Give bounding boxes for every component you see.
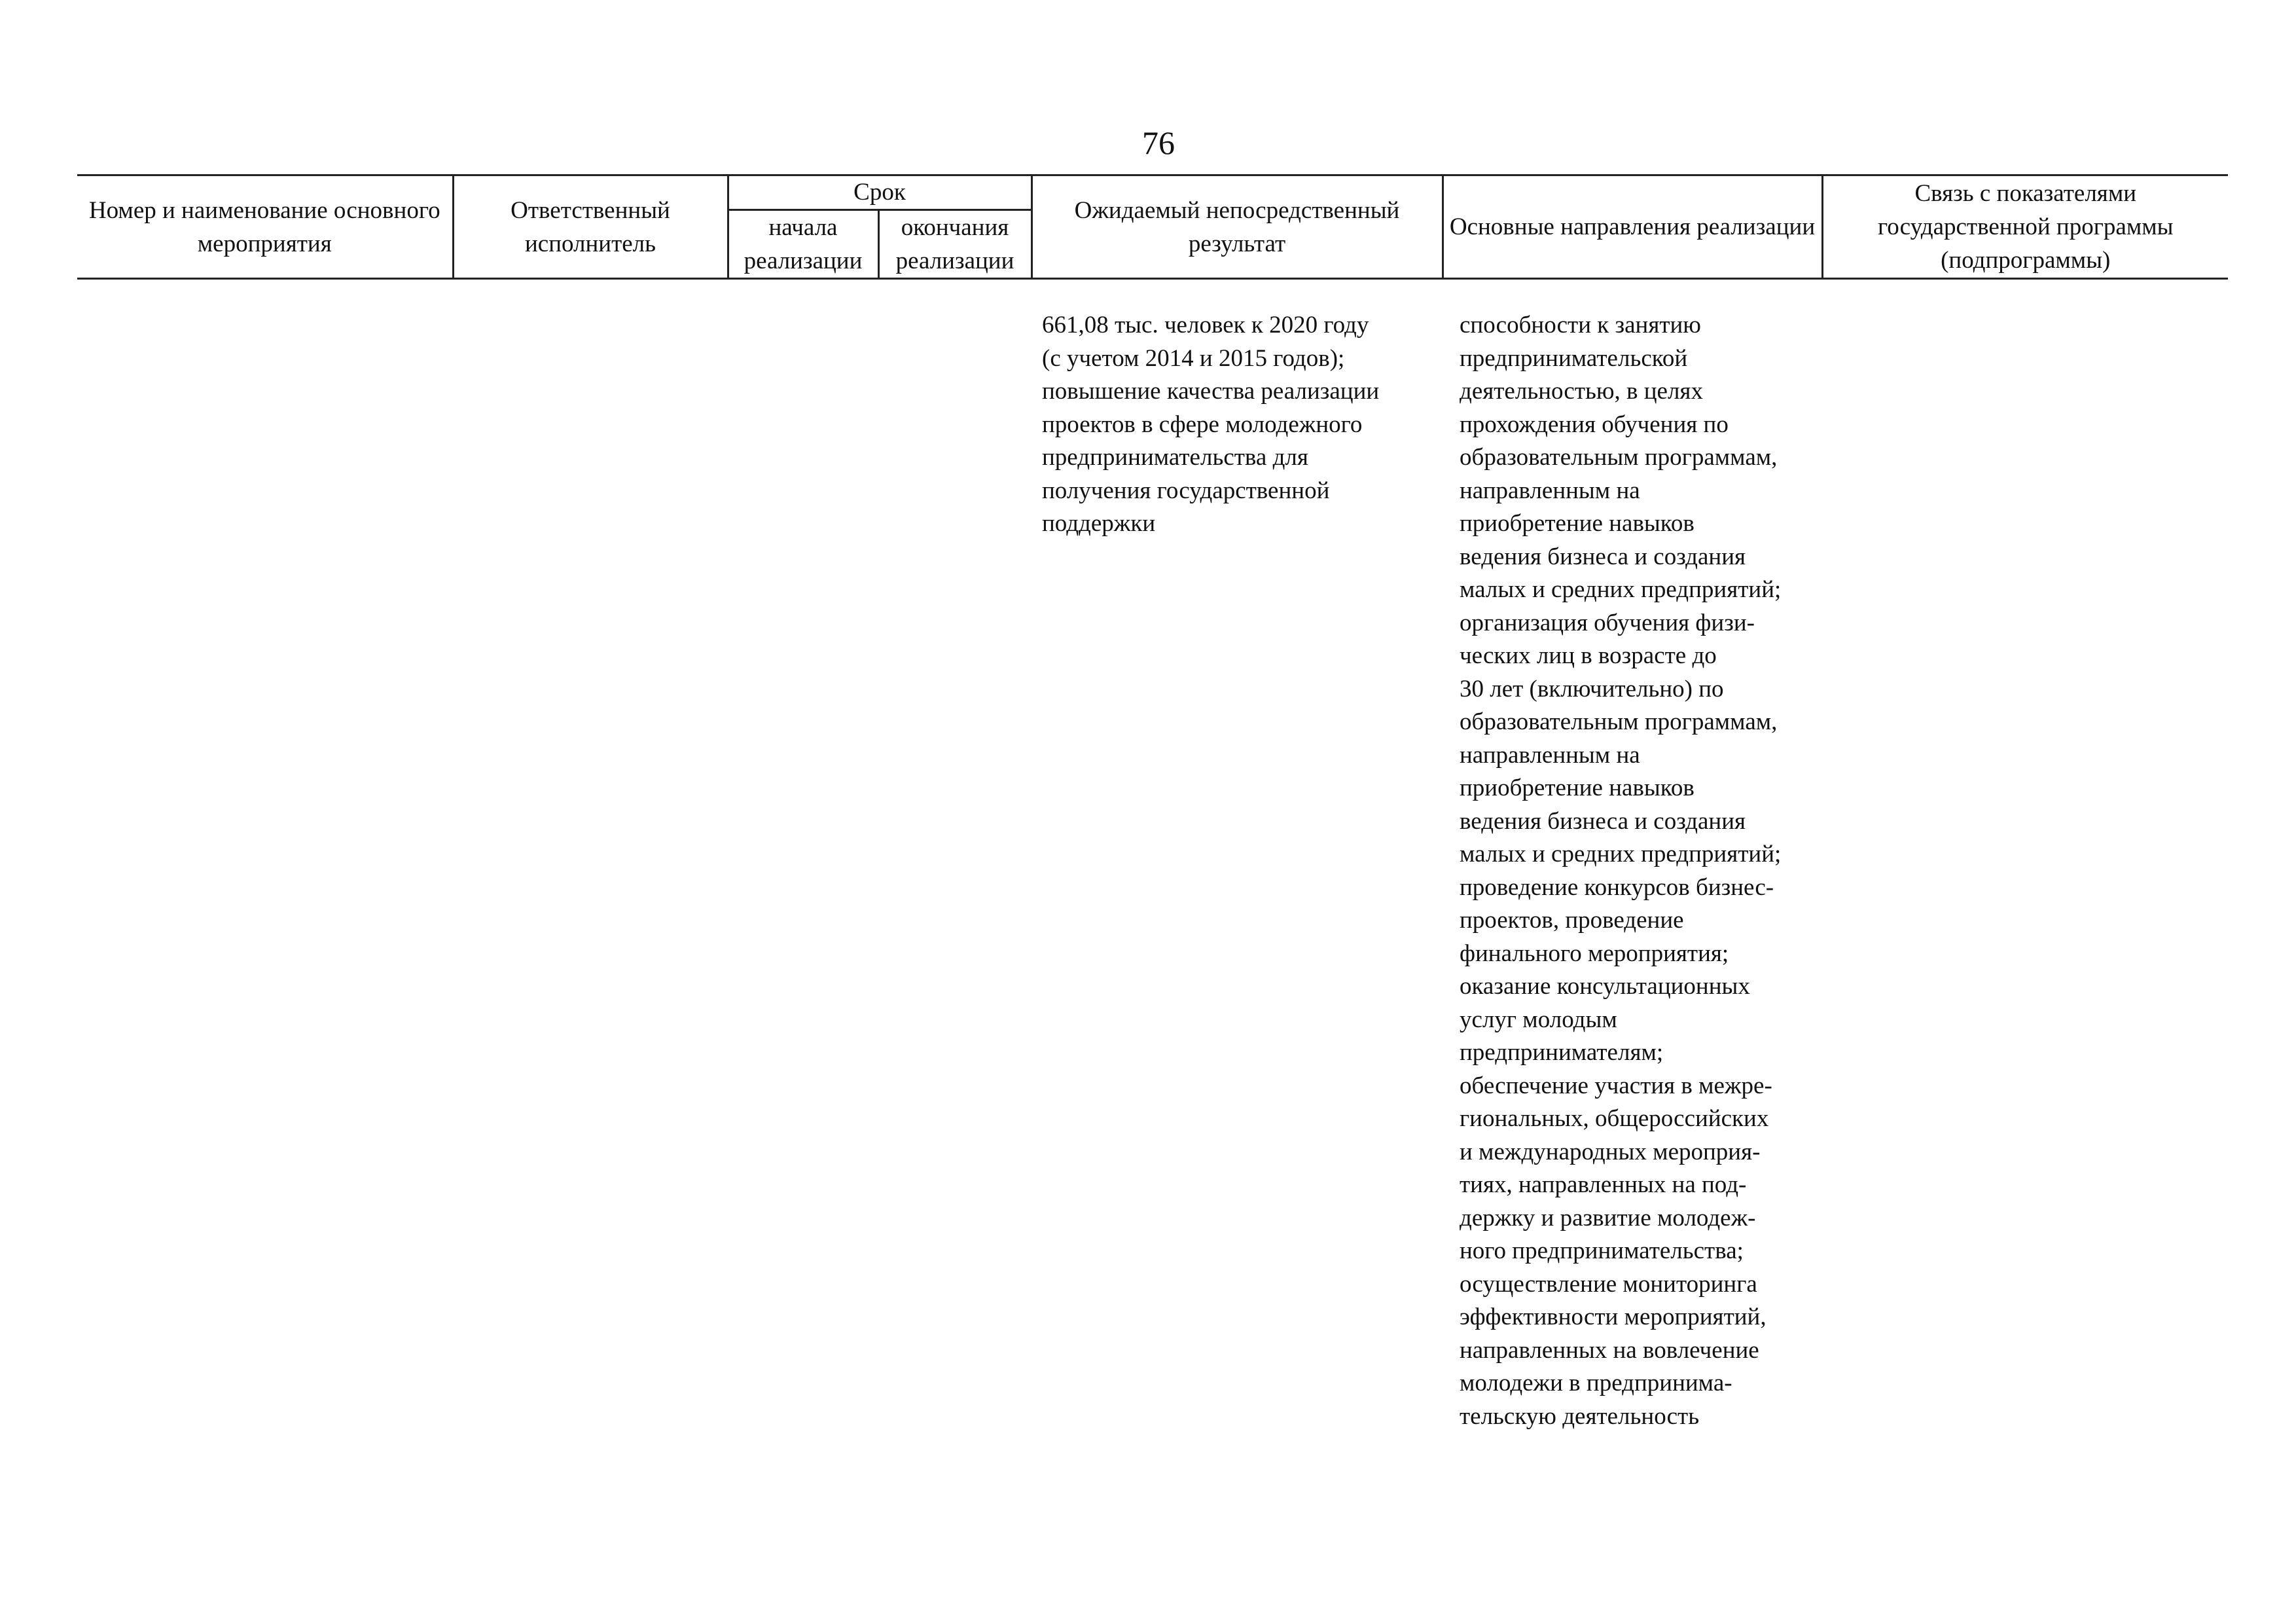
- header-result: Ожидаемый непосредственный результат: [1031, 175, 1443, 279]
- program-table-header: [77, 174, 2228, 280]
- header-event: Номер и наименование основного мероприятия: [77, 175, 453, 279]
- header-term-end: окончания реализации: [878, 210, 1031, 279]
- header-executor: Ответственный исполнитель: [453, 175, 728, 279]
- header-indicators: Связь с показателями государственной программы (подпрограммы): [1822, 175, 2228, 279]
- row-directions-cell: способности к занятию предпринимательской деятельностью, в целях прохождения обучения по образовательным программам, направленным на приобретение навыков ведения бизнеса и создания малых и средних предприятий; организация обучения физи- ческих лиц в возрасте до 30 лет (включительно) по образовательным программам, направленным на приобретение навыков ведения бизнеса и создания малых и средних предприятий; проведение конкурсов бизнес- проектов, проведение финального мероприятия; оказание консультационных услуг молодым предпринимателям; обеспечение участия в межре- гиональных, общероссийских и международных мероприя- тиях, направленных на под- держку и развитие молодеж- ного предпринимательства; осуществление мониторинга эффективности мероприятий, направленных на вовлечение молодежи в предпринима- тельскую деятельность: [1460, 312, 1782, 1430]
- header-term: Срок: [728, 175, 1031, 210]
- header-term-start: начала реализации: [728, 210, 878, 279]
- header-directions: Основные направления реализации: [1443, 175, 1822, 279]
- row-result-cell: 661,08 тыс. человек к 2020 году (с учетом 2014 и 2015 годов); повышение качества реализации проектов в сфере молодежного предпринимательства для получения государственной поддержки: [1042, 312, 1380, 537]
- page-number: 76: [1142, 124, 1175, 161]
